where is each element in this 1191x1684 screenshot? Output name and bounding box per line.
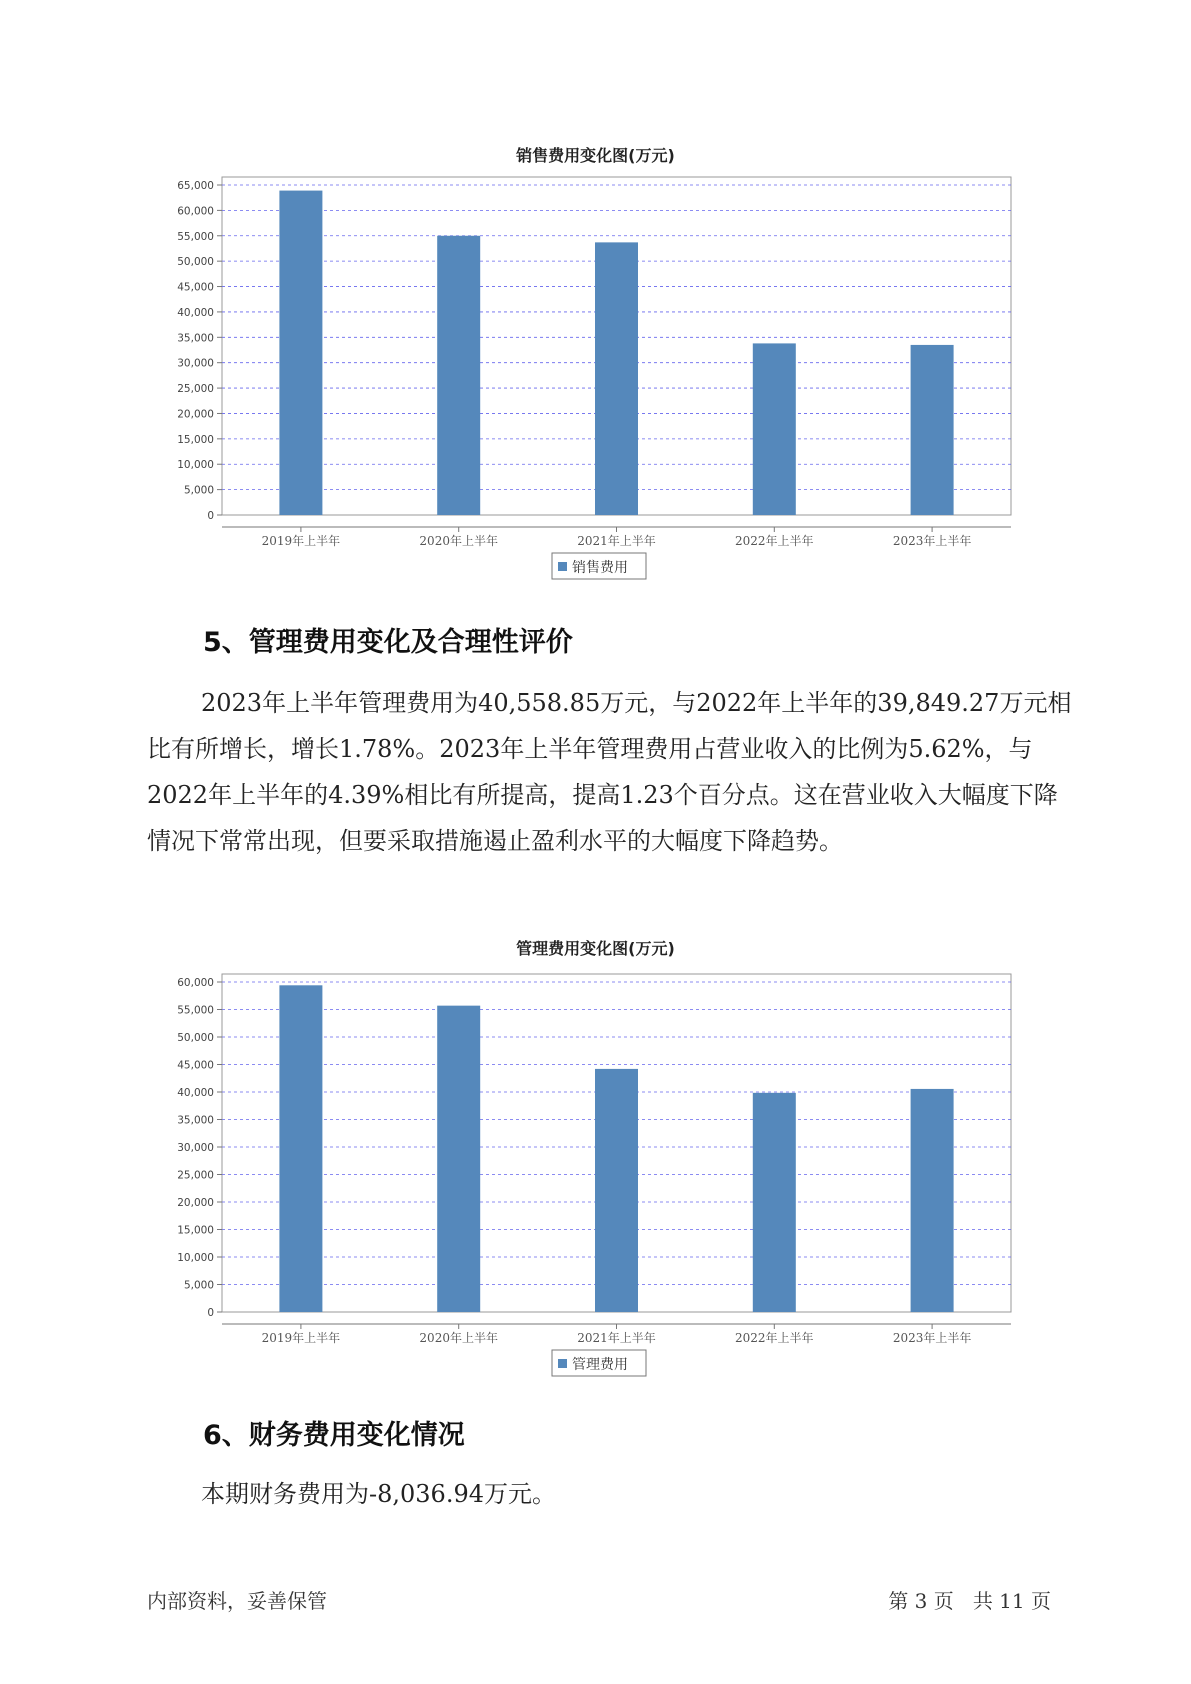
bar	[911, 345, 954, 515]
x-tick-label: 2023年上半年	[892, 534, 972, 548]
y-tick-label: 60,000	[177, 977, 214, 989]
y-tick-label: 15,000	[177, 433, 214, 446]
x-tick-label: 2019年上半年	[261, 1331, 341, 1345]
bar	[595, 1069, 638, 1312]
legend-label: 管理费用	[572, 1357, 628, 1373]
y-tick-label: 5,000	[183, 1279, 214, 1292]
section-paragraph: 本期财务费用为-8,036.94万元。	[201, 1480, 556, 1508]
bar	[911, 1089, 954, 1312]
y-tick-label: 65,000	[177, 180, 214, 192]
y-tick-label: 55,000	[177, 230, 214, 243]
y-tick-label: 30,000	[177, 1142, 214, 1154]
legend-swatch	[558, 1359, 567, 1368]
y-tick-label: 55,000	[177, 1004, 214, 1017]
y-tick-label: 40,000	[177, 1087, 214, 1099]
admin-expense-chart	[0, 962, 1191, 1387]
y-tick-label: 0	[207, 510, 214, 522]
section-paragraph: 2023年上半年管理费用为40,558.85万元，与2022年上半年的39,849.27万元相比有所增长，增长1.78%。2023年上半年管理费用占营业收入的比例为5.62%，与2022年上半年的4.39%相比有所提高，提高1.23个百分点。这在营业收入大幅度下降情况下常常出现，但要采取措施遏止盈利水平的大幅度下降趋势。	[147, 689, 1072, 855]
bar	[753, 1093, 796, 1312]
y-tick-label: 60,000	[177, 205, 214, 218]
bar	[437, 1006, 480, 1312]
page-number: 第 3 页 共 11 页	[888, 1589, 1051, 1613]
y-tick-label: 0	[207, 1307, 214, 1319]
sales-expense-chart	[0, 165, 1191, 590]
y-tick-label: 5,000	[183, 484, 214, 497]
section-heading: 6、财务费用变化情况	[203, 1420, 465, 1451]
legend-swatch	[558, 562, 567, 571]
y-tick-label: 10,000	[177, 459, 214, 472]
chart-title: 管理费用变化图(万元)	[516, 939, 675, 958]
bar	[279, 985, 322, 1312]
legend-label: 销售费用	[572, 560, 628, 576]
x-tick-label: 2021年上半年	[577, 1331, 656, 1345]
x-tick-label: 2020年上半年	[419, 534, 498, 548]
x-tick-label: 2023年上半年	[892, 1331, 972, 1345]
x-tick-label: 2022年上半年	[735, 534, 814, 548]
y-tick-label: 40,000	[177, 306, 214, 319]
y-tick-label: 50,000	[177, 1032, 214, 1044]
y-tick-label: 20,000	[177, 408, 214, 421]
y-tick-label: 15,000	[177, 1224, 214, 1237]
x-tick-label: 2021年上半年	[577, 534, 656, 548]
x-tick-label: 2019年上半年	[261, 534, 341, 548]
chart-title: 销售费用变化图(万元)	[516, 146, 675, 165]
y-tick-label: 25,000	[177, 1169, 214, 1182]
bar	[437, 236, 480, 515]
y-tick-label: 30,000	[177, 357, 214, 370]
y-tick-label: 25,000	[177, 383, 214, 396]
y-tick-label: 45,000	[177, 1059, 214, 1072]
x-tick-label: 2020年上半年	[419, 1331, 498, 1345]
bar	[595, 242, 638, 515]
y-tick-label: 35,000	[177, 332, 214, 345]
y-tick-label: 35,000	[177, 1114, 214, 1127]
section-heading: 5、管理费用变化及合理性评价	[203, 627, 573, 658]
footer-note: 内部资料，妥善保管	[147, 1589, 327, 1613]
y-tick-label: 50,000	[177, 256, 214, 269]
y-tick-label: 20,000	[177, 1197, 214, 1209]
bar	[753, 343, 796, 515]
y-tick-label: 45,000	[177, 281, 214, 294]
bar	[279, 191, 322, 515]
x-tick-label: 2022年上半年	[735, 1331, 814, 1345]
y-tick-label: 10,000	[177, 1252, 214, 1264]
